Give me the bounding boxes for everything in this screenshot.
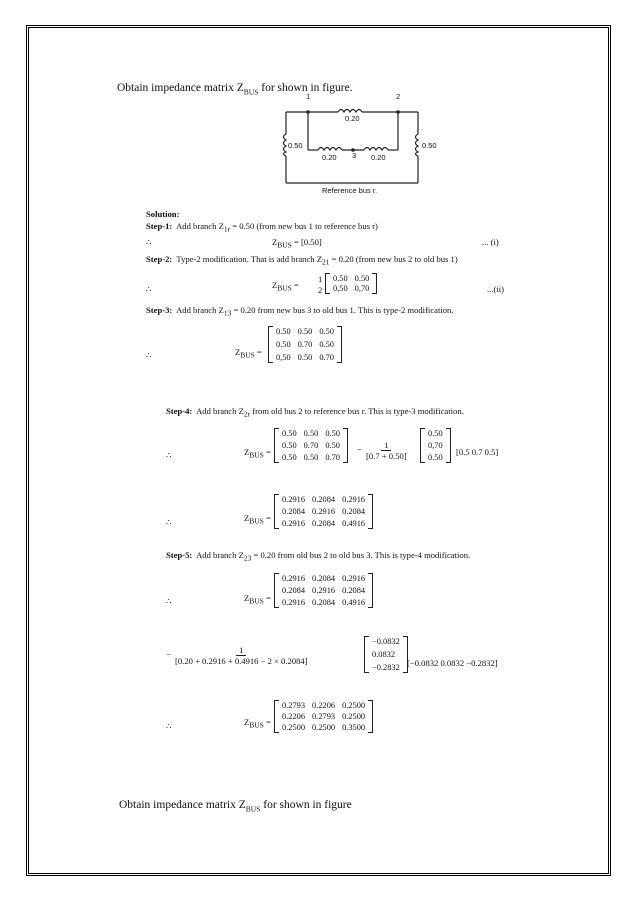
step-5-result-matrix: 0.2793 0.2206 0.2500 0.2206 0.2793 0.2500 0.2500 0.2500 0.3500	[274, 700, 373, 733]
step-2-row-labels: 1 2	[318, 274, 323, 295]
therefore-5: ∴	[166, 517, 172, 527]
step-2-matrix: 0.50 0.50 0,50 0,70	[325, 273, 377, 294]
step-4-row: [0.5 0.7 0.5]	[456, 447, 499, 457]
question-1: Obtain impedance matrix $Z_{BUS}$ for shown in figure.	[117, 82, 353, 97]
node-2-dot	[396, 110, 400, 114]
therefore-2: ∴	[146, 284, 152, 294]
reference-bus-label: Reference bus r.	[322, 186, 378, 195]
z23-label: 0.20	[371, 153, 386, 162]
z2r-label: 0.50	[422, 141, 437, 150]
step-5-matrix-a: 0.2916 0.2084 0.2916 0.2084 0.2916 0.2084 0.2916 0.2084 0.4916	[274, 573, 373, 608]
step-3-matrix: 0.50 0.50 0.50 0.50 0.70 0.50 0,50 0.50 0.70	[268, 326, 342, 363]
step-1: Step-1: Add branch $Z_{1r} = 0.50$ (from new bus 1 to reference bus r)	[146, 221, 378, 234]
step-4-result-matrix: 0.2916 0.2084 0.2916 0.2084 0.2916 0.2084 0.2916 0.2084 0.4916	[274, 494, 373, 529]
node-1-dot	[306, 110, 310, 114]
step-5: Step-5: Add branch $Z_{23} = 0.20$ from old bus 2 to old bus 3. This is type-4 modification.	[166, 550, 471, 563]
step-5-row: [−0.0832 0.0832 −0.2832]	[407, 658, 498, 668]
node-3-label: 3	[352, 151, 357, 160]
step-4-result-lhs: $Z_{BUS}$ =	[244, 513, 271, 526]
node-2-label: 2	[396, 92, 401, 101]
step-4-column: 0.50 0,70 0.50	[420, 428, 451, 463]
step-5-lhs: $Z_{BUS}$ =	[244, 593, 271, 606]
therefore-4: ∴	[166, 450, 172, 460]
step-4-matrix-a: 0.50 0.50 0.50 0.50 0.70 0.50 0.50 0.50 0.70	[274, 428, 348, 463]
step-2-lhs: $Z_{BUS}$ =	[272, 280, 299, 293]
step-2: Step-2: Type-2 modification. That is add branch $Z_{21} = 0.20$ (from new bus 2 to old bus 1)	[146, 254, 458, 267]
step-1-equation: $Z_{BUS} = [0.50]$	[272, 237, 322, 250]
step-4-lhs: $Z_{BUS}$ =	[244, 447, 271, 460]
step-3: Step-3: Add branch $Z_{13} = 0.20$ from new bus 3 to old bus 1. This is type-2 modification.	[146, 305, 454, 318]
therefore-7: ∴	[166, 721, 172, 731]
step-5-result-lhs: $Z_{BUS}$ =	[244, 717, 271, 730]
solution-heading: Solution:	[146, 209, 180, 219]
step-1-tag: ... (i)	[482, 237, 499, 247]
step-5-column: −0.0832 0.0832 −0.2832	[364, 636, 408, 673]
therefore-6: ∴	[166, 596, 172, 606]
z1r-label: 0.50	[288, 141, 303, 150]
step-2-tag: ...(ii)	[487, 284, 504, 294]
therefore-3: ∴	[146, 350, 152, 360]
therefore-1: ∴	[146, 237, 152, 247]
question-2: Obtain impedance matrix $Z_{BUS}$ for shown in figure	[119, 799, 352, 814]
node-1-label: 1	[306, 92, 311, 101]
step-3-lhs: $Z_{BUS}$ =	[235, 347, 262, 360]
step-4-fraction: − $\frac{1}{[0.7 + 0.50]}$	[357, 440, 407, 461]
step-5-fraction: − $\frac{1}{[0.20 + 0.2916 + 0.4916 - 2 \times 0.2084]}$	[166, 645, 308, 666]
z12-label: 0.20	[345, 114, 360, 123]
step-4: Step-4: Add branch $Z_{2r}$ from old bus 2 to reference bus r. This is type-3 modification.	[166, 406, 464, 419]
z13-label: 0.20	[322, 153, 337, 162]
